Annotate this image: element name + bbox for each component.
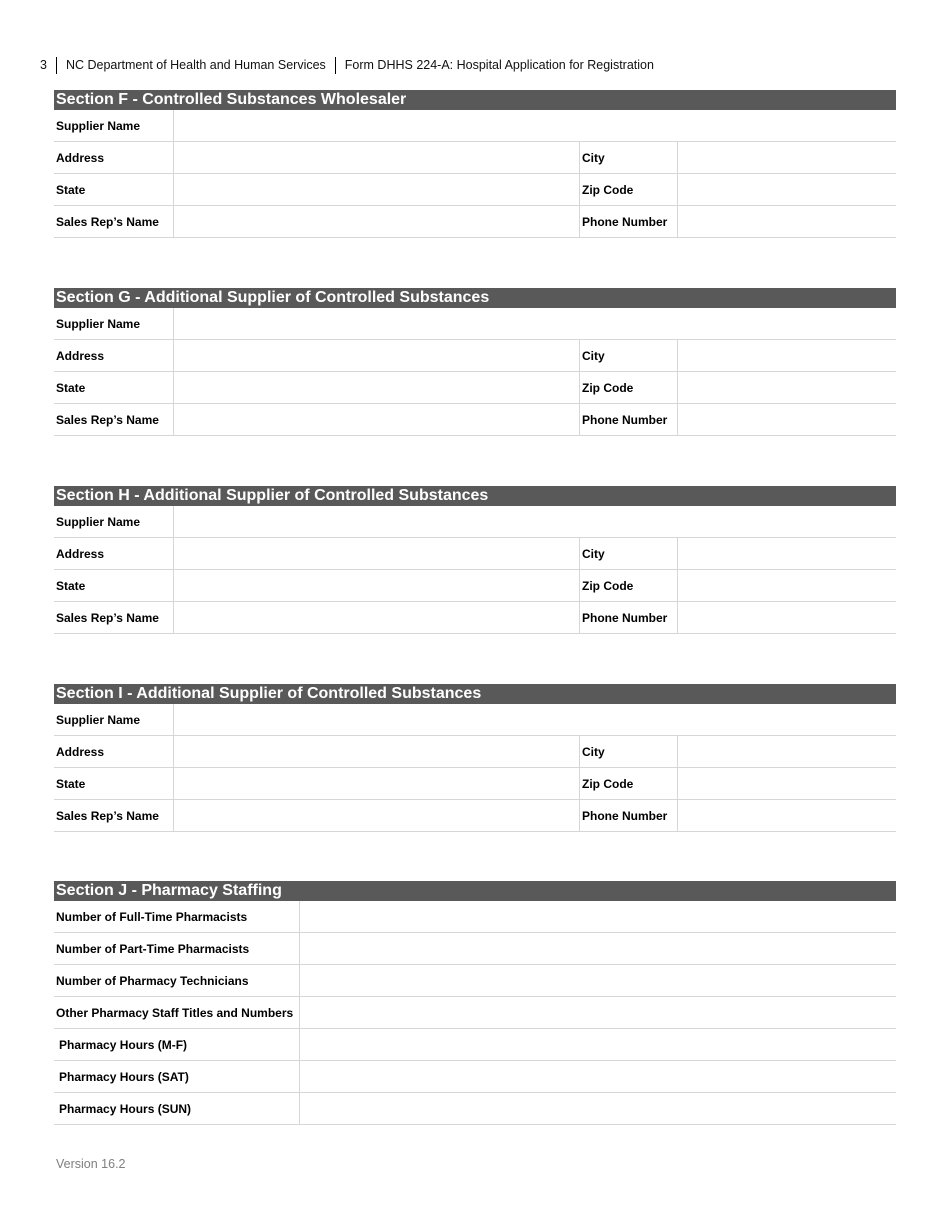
section-f-title: Section F - Controlled Substances Wholesaler — [54, 90, 896, 110]
pharmacy-technicians-label: Number of Pharmacy Technicians — [54, 965, 300, 996]
header-divider — [56, 57, 57, 74]
sales-rep-label: Sales Rep’s Name — [54, 800, 174, 831]
section-f-address-field[interactable] — [174, 142, 580, 173]
zip-code-label: Zip Code — [580, 372, 678, 403]
supplier-name-label: Supplier Name — [54, 704, 174, 735]
supplier-name-row — [54, 308, 896, 340]
part-time-pharmacists-field[interactable] — [300, 933, 896, 964]
section-h-address-field[interactable] — [174, 538, 580, 569]
section-h-title: Section H - Additional Supplier of Controlled Substances — [54, 486, 896, 506]
supplier-name-row — [54, 704, 896, 736]
section-g-sales-rep-field[interactable] — [174, 404, 580, 435]
sales-rep-label: Sales Rep’s Name — [54, 206, 174, 237]
section-f-zip-code-field[interactable] — [678, 174, 896, 205]
city-label: City — [580, 340, 678, 371]
sales-rep-label: Sales Rep’s Name — [54, 602, 174, 633]
state-label: State — [54, 570, 174, 601]
section-f-city-field[interactable] — [678, 142, 896, 173]
other-staff-row — [54, 997, 896, 1029]
phone-number-label: Phone Number — [580, 404, 678, 435]
city-label: City — [580, 538, 678, 569]
section-h-sales-rep-field[interactable] — [174, 602, 580, 633]
section-i-address-field[interactable] — [174, 736, 580, 767]
pharmacy-technicians-row — [54, 965, 896, 997]
department-name: NC Department of Health and Human Services — [65, 58, 326, 72]
section-h-supplier-name-field[interactable] — [174, 506, 896, 537]
zip-code-label: Zip Code — [580, 174, 678, 205]
part-time-pharmacists-row — [54, 933, 896, 965]
hours-sunday-field[interactable] — [300, 1093, 896, 1124]
section-g-supplier-name-field[interactable] — [174, 308, 896, 339]
section-g-title: Section G - Additional Supplier of Controlled Substances — [54, 288, 896, 308]
section-i-sales-rep-field[interactable] — [174, 800, 580, 831]
section-i-zip-code-field[interactable] — [678, 768, 896, 799]
address-label: Address — [54, 736, 174, 767]
section-f-state-field[interactable] — [174, 174, 580, 205]
supplier-name-label: Supplier Name — [54, 506, 174, 537]
section-h-city-field[interactable] — [678, 538, 896, 569]
section-f-supplier-name-field[interactable] — [174, 110, 896, 141]
section-g-phone-number-field[interactable] — [678, 404, 896, 435]
address-row — [54, 340, 896, 372]
other-staff-label: Other Pharmacy Staff Titles and Numbers — [54, 997, 300, 1028]
other-staff-field[interactable] — [300, 997, 896, 1028]
section-g-city-field[interactable] — [678, 340, 896, 371]
section-i-phone-number-field[interactable] — [678, 800, 896, 831]
section-i-supplier-name-field[interactable] — [174, 704, 896, 735]
supplier-name-label: Supplier Name — [54, 110, 174, 141]
section-h-zip-code-field[interactable] — [678, 570, 896, 601]
address-label: Address — [54, 340, 174, 371]
state-label: State — [54, 768, 174, 799]
section-j-title: Section J - Pharmacy Staffing — [54, 881, 896, 901]
section-g — [54, 288, 896, 436]
address-label: Address — [54, 538, 174, 569]
hours-sunday-row — [54, 1093, 896, 1125]
address-row — [54, 736, 896, 768]
page-number: 3 — [40, 58, 47, 72]
hours-sunday-label: Pharmacy Hours (SUN) — [54, 1093, 300, 1124]
state-row — [54, 372, 896, 404]
section-j — [54, 881, 896, 1125]
full-time-pharmacists-row — [54, 901, 896, 933]
section-i-city-field[interactable] — [678, 736, 896, 767]
supplier-name-row — [54, 506, 896, 538]
phone-number-label: Phone Number — [580, 602, 678, 633]
state-label: State — [54, 174, 174, 205]
city-label: City — [580, 142, 678, 173]
sales-rep-row — [54, 206, 896, 238]
sales-rep-label: Sales Rep’s Name — [54, 404, 174, 435]
section-f-phone-number-field[interactable] — [678, 206, 896, 237]
sales-rep-row — [54, 800, 896, 832]
full-time-pharmacists-label: Number of Full-Time Pharmacists — [54, 901, 300, 932]
section-f — [54, 90, 896, 238]
section-i-state-field[interactable] — [174, 768, 580, 799]
address-row — [54, 142, 896, 174]
supplier-name-row — [54, 110, 896, 142]
zip-code-label: Zip Code — [580, 570, 678, 601]
supplier-name-label: Supplier Name — [54, 308, 174, 339]
form-title: Form DHHS 224-A: Hospital Application for Registration — [344, 58, 654, 72]
version-label: Version 16.2 — [56, 1157, 126, 1171]
section-i-title: Section I - Additional Supplier of Controlled Substances — [54, 684, 896, 704]
phone-number-label: Phone Number — [580, 800, 678, 831]
section-g-state-field[interactable] — [174, 372, 580, 403]
state-row — [54, 570, 896, 602]
section-f-sales-rep-field[interactable] — [174, 206, 580, 237]
address-label: Address — [54, 142, 174, 173]
page-header — [40, 56, 654, 74]
section-g-zip-code-field[interactable] — [678, 372, 896, 403]
section-g-address-field[interactable] — [174, 340, 580, 371]
hours-weekday-field[interactable] — [300, 1029, 896, 1060]
pharmacy-technicians-field[interactable] — [300, 965, 896, 996]
hours-saturday-label: Pharmacy Hours (SAT) — [54, 1061, 300, 1092]
section-h — [54, 486, 896, 634]
header-divider — [335, 57, 336, 74]
address-row — [54, 538, 896, 570]
sales-rep-row — [54, 602, 896, 634]
state-row — [54, 174, 896, 206]
zip-code-label: Zip Code — [580, 768, 678, 799]
section-h-state-field[interactable] — [174, 570, 580, 601]
section-h-phone-number-field[interactable] — [678, 602, 896, 633]
phone-number-label: Phone Number — [580, 206, 678, 237]
section-i — [54, 684, 896, 832]
part-time-pharmacists-label: Number of Part-Time Pharmacists — [54, 933, 300, 964]
hours-saturday-row — [54, 1061, 896, 1093]
city-label: City — [580, 736, 678, 767]
hours-weekday-label: Pharmacy Hours (M-F) — [54, 1029, 300, 1060]
state-label: State — [54, 372, 174, 403]
hours-saturday-field[interactable] — [300, 1061, 896, 1092]
state-row — [54, 768, 896, 800]
full-time-pharmacists-field[interactable] — [300, 901, 896, 932]
hours-weekday-row — [54, 1029, 896, 1061]
sales-rep-row — [54, 404, 896, 436]
